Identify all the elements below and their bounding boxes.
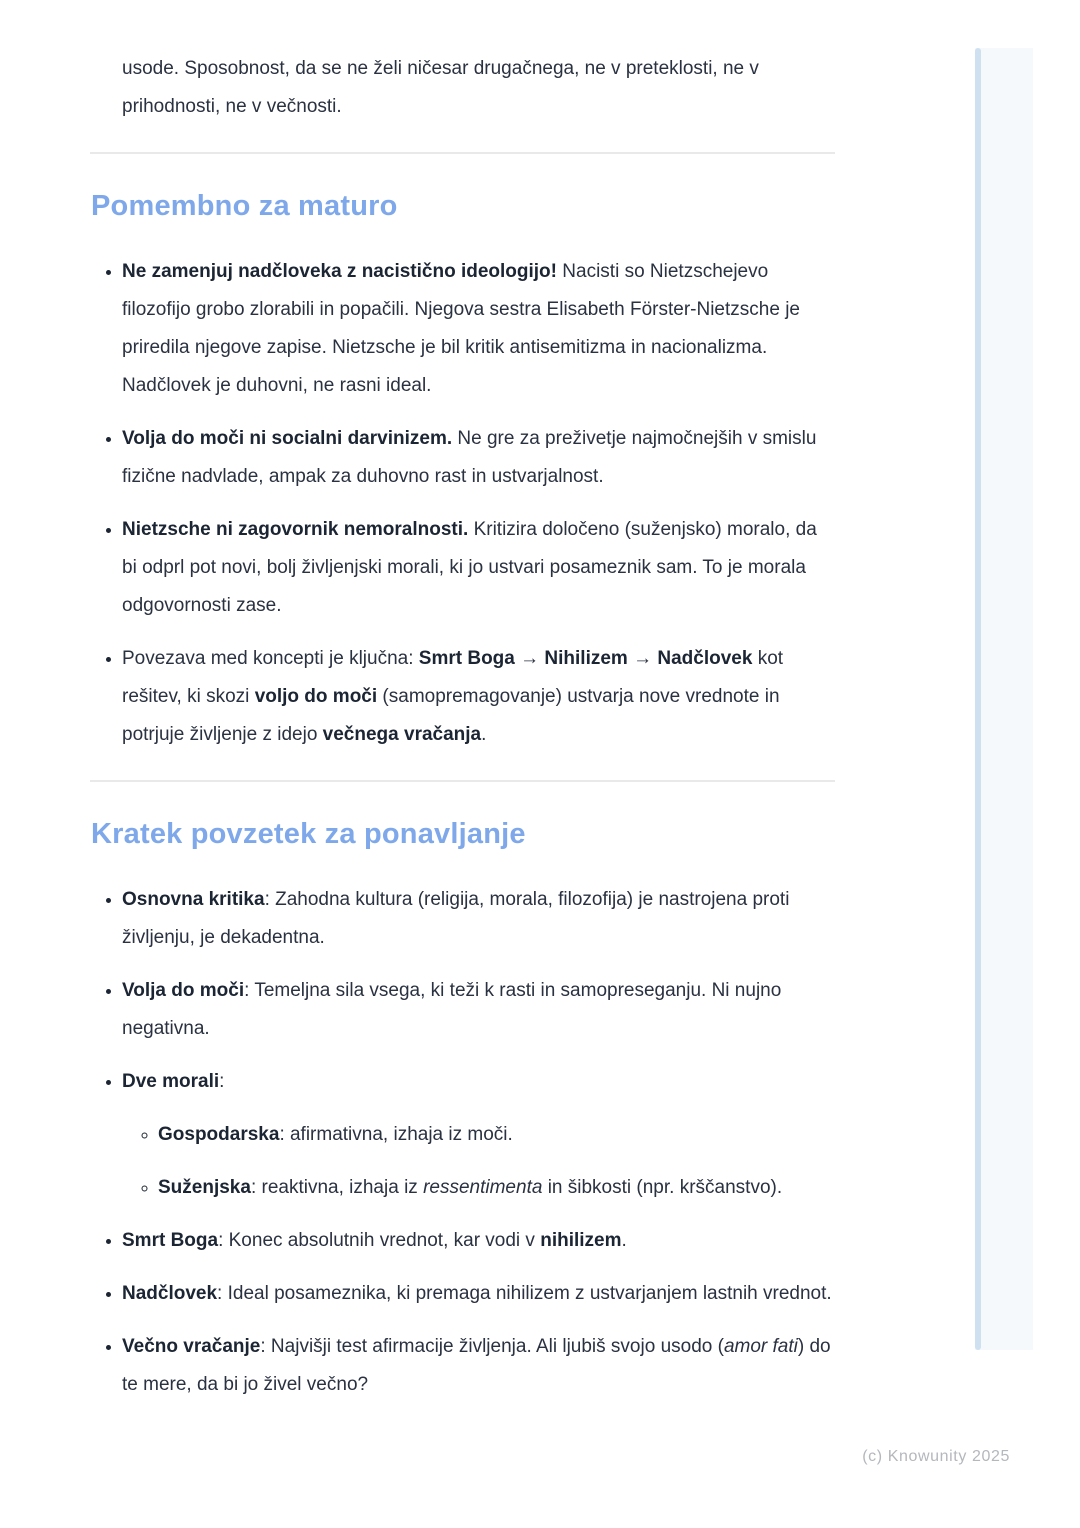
text-segment: amor fati [723,1336,798,1357]
list-item [122,1222,835,1260]
text-segment: Nacisti so Nietzschejevo filozofijo grobo zlorabili in popačili. Njegova sestra Elisabeth Förster-Nietzsche je priredila njegove zapise. Nietzsche je bil kritik antisemitizma in nacionalizma. Nadčlovek je duhovni, ne rasni ideal. [122,261,800,396]
text-segment: . [481,724,487,745]
text-segment: Nadčlovek [657,648,753,669]
text-segment: voljo do moči [254,686,378,707]
bullet-list-povzetek [90,881,835,1404]
text-segment: : afirmativna, izhaja iz moči. [279,1124,513,1145]
intro-paragraph: usode. Sposobnost, da se ne želi ničesar drugačnega, ne v preteklosti, ne v prihodnosti, ne v večnosti. [122,58,759,117]
list-item [122,881,835,957]
copyright-text: (c) Knowunity 2025 [862,1448,1010,1465]
text-segment: : Ideal posameznika, ki premaga nihilizem z ustvarjanjem lastnih vrednot. [217,1283,832,1304]
text-segment: ressentimenta [423,1177,543,1198]
text-segment: Smrt Boga [418,648,515,669]
text-segment: : Najvišji test afirmacije življenja. Ali ljubiš svojo usodo ( [260,1336,724,1357]
text-segment: : reaktivna, izhaja iz [250,1177,424,1198]
text-segment: Večno vračanje [122,1336,261,1357]
text-segment: Ne zamenjuj nadčloveka z nacistično ideologijo! [122,261,557,282]
list-item [122,1328,835,1404]
text-segment: : [219,1071,225,1092]
text-segment: Smrt Boga [122,1230,219,1251]
document-content [90,28,835,1419]
text-segment: Suženjska [158,1177,251,1198]
text-segment: Volja do moči [122,980,245,1001]
text-segment: Osnovna kritika [122,889,265,910]
section-pomembno-za-maturo [90,152,835,754]
text-segment: : Temeljna sila vsega, ki teži k rasti in samopreseganju. Ni nujno negativna. [122,980,782,1039]
list-item [122,253,835,405]
section-kratek-povzetek [90,780,835,1404]
text-segment: → [514,648,545,669]
text-segment: ) do te mere, da bi jo živel večno? [122,1336,831,1395]
text-segment: večnega vračanja [322,724,482,745]
text-segment: Kritizira določeno (suženjsko) moralo, da bi odprl pot novi, bolj življenjski morali, ki jo ustvari posameznik sam. To je morala odgovornosti zase. [122,519,817,616]
sub-list-item [158,1116,835,1154]
text-segment: nihilizem [540,1230,622,1251]
list-item [122,1275,835,1313]
bullet-list-pomembno [90,253,835,754]
sub-list-item [158,1169,835,1207]
list-item [122,511,835,625]
text-segment: Volja do moči ni socialni darvinizem. [122,428,453,449]
section-title-pomembno: Pomembno za maturo [91,190,398,222]
section-divider [90,780,835,782]
text-segment: Nietzsche ni zagovornik nemoralnosti. [122,519,469,540]
text-segment: Nihilizem [544,648,628,669]
text-segment: Dve morali [122,1071,220,1092]
text-segment: in šibkosti (npr. krščanstvo). [542,1177,783,1198]
text-segment: Gospodarska [158,1124,280,1145]
section-divider [90,152,835,154]
text-segment: . [621,1230,627,1251]
list-item [122,972,835,1048]
list-item [122,640,835,754]
text-segment: → [627,648,658,669]
text-segment: Povezava med koncepti je ključna: [122,648,419,669]
list-item [122,420,835,496]
text-segment: : Konec absolutnih vrednot, kar vodi v [218,1230,541,1251]
text-segment: : Zahodna kultura (religija, morala, filozofija) je nastrojena proti življenju, je dekadentna. [122,889,790,948]
text-segment: kot rešitev, ki skozi [122,648,784,707]
text-segment: (samopremagovanje) ustvarja nove vrednote in potrjuje življenje z idejo [122,686,780,745]
sub-bullet-list [122,1116,835,1207]
list-item [122,1063,835,1207]
text-segment: Ne gre za preživetje najmočnejših v smislu fizične nadvlade, ampak za duhovno rast in ustvarjalnost. [122,428,817,487]
next-page-edge-panel [975,48,1033,1350]
text-segment: Nadčlovek [122,1283,218,1304]
section-title-povzetek: Kratek povzetek za ponavljanje [91,818,526,850]
scrollbar-thumb[interactable] [975,48,981,1350]
